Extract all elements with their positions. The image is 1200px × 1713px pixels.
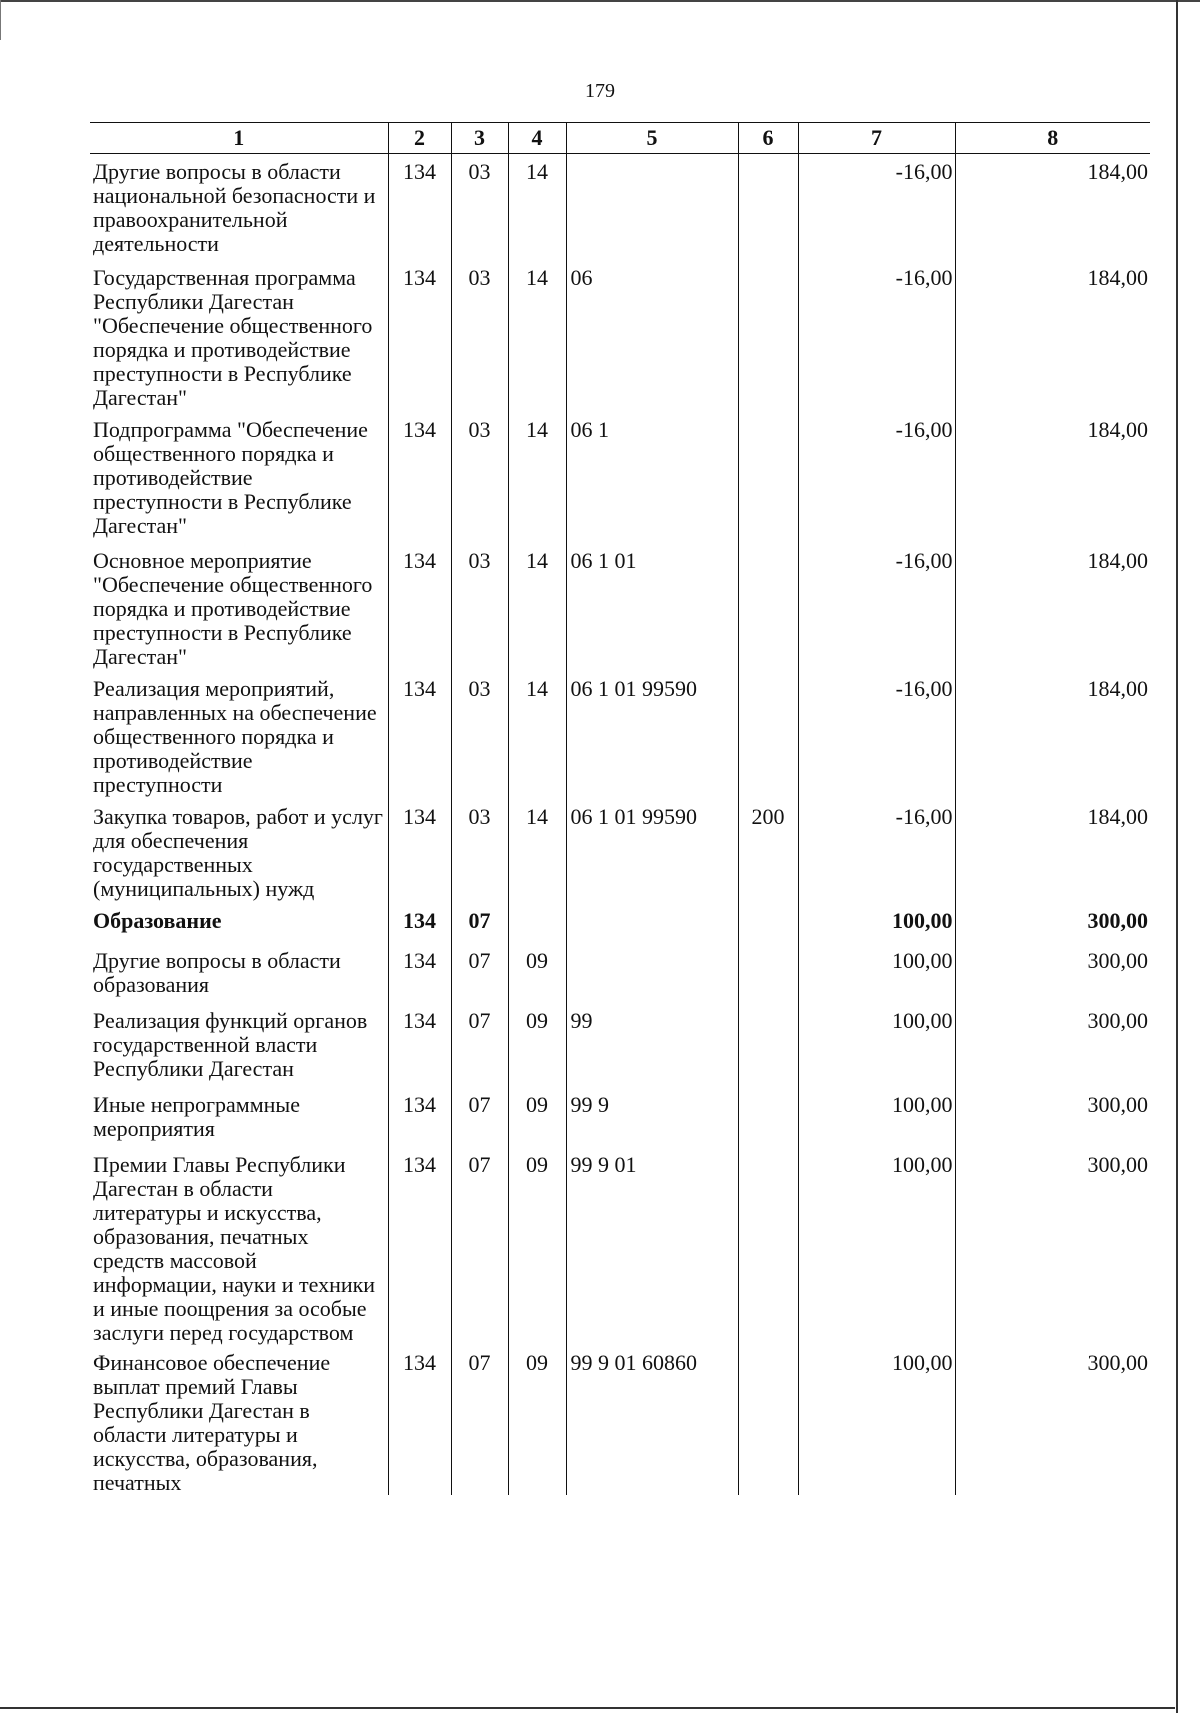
cell-text: 134 xyxy=(403,675,436,701)
cell-col-4 xyxy=(508,1147,566,1345)
cell-text: 07 xyxy=(468,1091,491,1117)
cell-text: 03 xyxy=(468,675,491,701)
cell-text xyxy=(571,943,738,949)
cell-col-5 xyxy=(566,671,738,799)
cell-col-5 xyxy=(566,260,738,412)
cell-text: 134 xyxy=(403,947,436,973)
cell-text: 184,00 xyxy=(1087,416,1148,442)
cell-col-2 xyxy=(388,543,451,671)
cell-text: 134 xyxy=(403,1349,436,1375)
cell-text: 14 xyxy=(526,675,548,701)
row-description xyxy=(90,1147,388,1345)
cell-text: Иные непрограммные мероприятия xyxy=(93,1091,300,1141)
cell-col-6 xyxy=(738,412,798,543)
cell-col-7 xyxy=(798,1147,955,1345)
cell-col-4 xyxy=(508,260,566,412)
cell-col-2 xyxy=(388,799,451,903)
cell-col-7 xyxy=(798,799,955,903)
cell-col-6 xyxy=(738,260,798,412)
cell-text: 300,00 xyxy=(1087,1007,1148,1033)
cell-text: 09 xyxy=(526,1091,548,1117)
cell-col-6 xyxy=(738,154,798,260)
cell-text: 300,00 xyxy=(1087,1091,1148,1117)
cell-col-3 xyxy=(451,1345,508,1495)
table-header-row xyxy=(90,123,1150,154)
row-description xyxy=(90,260,388,412)
cell-col-5 xyxy=(566,903,738,943)
cell-text: 134 xyxy=(403,547,436,573)
cell-text: 134 xyxy=(403,907,436,933)
cell-col-8 xyxy=(955,671,1150,799)
cell-text: 09 xyxy=(526,1349,548,1375)
cell-col-7 xyxy=(798,412,955,543)
cell-text: 300,00 xyxy=(1087,947,1148,973)
cell-col-8 xyxy=(955,154,1150,260)
cell-col-2 xyxy=(388,1345,451,1495)
cell-col-2 xyxy=(388,260,451,412)
row-description xyxy=(90,671,388,799)
cell-text: 100,00 xyxy=(892,1151,953,1177)
cell-col-5 xyxy=(566,1003,738,1087)
row-description xyxy=(90,1087,388,1147)
cell-col-3 xyxy=(451,412,508,543)
cell-col-2 xyxy=(388,1003,451,1087)
cell-text: 09 xyxy=(526,947,548,973)
cell-text: 134 xyxy=(403,1007,436,1033)
cell-col-7 xyxy=(798,903,955,943)
cell-text: Закупка товаров, работ и услуг для обеспечения государственных (муниципальных) нужд xyxy=(93,803,383,901)
cell-text: 07 xyxy=(468,1349,491,1375)
cell-text: 184,00 xyxy=(1087,803,1148,829)
cell-text xyxy=(739,154,798,160)
cell-col-7 xyxy=(798,1003,955,1087)
table-row xyxy=(90,1087,1150,1147)
cell-text: 99 9 01 xyxy=(570,1151,637,1177)
cell-text: 99 9 xyxy=(570,1091,609,1117)
cell-text xyxy=(739,671,798,677)
cell-col-7 xyxy=(798,543,955,671)
cell-text: 300,00 xyxy=(1087,907,1148,933)
cell-col-5 xyxy=(566,543,738,671)
cell-col-3 xyxy=(451,1147,508,1345)
cell-col-8 xyxy=(955,1003,1150,1087)
cell-text: 14 xyxy=(526,416,548,442)
cell-col-3 xyxy=(451,903,508,943)
cell-text: 03 xyxy=(468,547,491,573)
cell-text: 184,00 xyxy=(1087,675,1148,701)
cell-col-5 xyxy=(566,943,738,1003)
cell-text: 184,00 xyxy=(1087,547,1148,573)
cell-text: Другие вопросы в области образования xyxy=(93,947,341,997)
cell-col-8 xyxy=(955,260,1150,412)
cell-col-4 xyxy=(508,1003,566,1087)
cell-text: 07 xyxy=(468,907,491,933)
scan-edge-bottom xyxy=(0,1707,1175,1709)
cell-col-3 xyxy=(451,943,508,1003)
cell-text: 03 xyxy=(468,803,491,829)
table-row xyxy=(90,671,1150,799)
cell-text xyxy=(739,1147,798,1153)
table-row xyxy=(90,260,1150,412)
cell-col-6 xyxy=(738,543,798,671)
cell-col-3 xyxy=(451,799,508,903)
table-row xyxy=(90,1003,1150,1087)
cell-text: 134 xyxy=(403,803,436,829)
cell-col-7 xyxy=(798,943,955,1003)
cell-text: 134 xyxy=(403,1091,436,1117)
cell-text: 184,00 xyxy=(1087,159,1148,184)
cell-text: 03 xyxy=(468,159,491,184)
table-body xyxy=(90,154,1150,1495)
budget-table xyxy=(90,122,1150,1495)
table-row xyxy=(90,412,1150,543)
cell-col-8 xyxy=(955,799,1150,903)
cell-text: 99 xyxy=(570,1007,593,1033)
page-number: 179 xyxy=(585,80,615,102)
column-header: 4 xyxy=(508,123,566,154)
cell-col-8 xyxy=(955,1147,1150,1345)
row-description xyxy=(90,1003,388,1087)
column-header: 2 xyxy=(388,123,451,154)
cell-col-8 xyxy=(955,543,1150,671)
cell-text: -16,00 xyxy=(895,159,953,184)
cell-col-3 xyxy=(451,671,508,799)
cell-text: 300,00 xyxy=(1087,1349,1148,1375)
cell-col-7 xyxy=(798,1087,955,1147)
cell-text: 100,00 xyxy=(892,947,953,973)
cell-col-3 xyxy=(451,154,508,260)
column-header: 1 xyxy=(90,123,388,154)
cell-text: 06 xyxy=(570,264,593,290)
row-description xyxy=(90,903,388,943)
cell-text: 134 xyxy=(403,1151,436,1177)
cell-col-4 xyxy=(508,543,566,671)
cell-text: Образование xyxy=(93,907,222,933)
cell-text: 134 xyxy=(403,264,436,290)
cell-col-5 xyxy=(566,799,738,903)
cell-text: 06 1 01 xyxy=(570,547,637,573)
cell-text xyxy=(509,903,566,909)
cell-col-3 xyxy=(451,543,508,671)
table-row xyxy=(90,903,1150,943)
cell-text: 09 xyxy=(526,1007,548,1033)
cell-text: 14 xyxy=(526,264,548,290)
cell-col-5 xyxy=(566,1087,738,1147)
table-row xyxy=(90,154,1150,260)
row-description xyxy=(90,799,388,903)
cell-col-5 xyxy=(566,1345,738,1495)
cell-text: 14 xyxy=(526,159,548,184)
cell-text: 200 xyxy=(751,803,785,829)
cell-text: 14 xyxy=(526,803,548,829)
cell-text: Реализация функций органов государственной власти Республики Дагестан xyxy=(93,1007,368,1081)
cell-text: Другие вопросы в области национальной безопасности и правоохранительной деятельности xyxy=(93,159,376,256)
cell-col-8 xyxy=(955,1087,1150,1147)
cell-col-5 xyxy=(566,1147,738,1345)
row-description xyxy=(90,543,388,671)
cell-text: -16,00 xyxy=(895,675,953,701)
cell-text xyxy=(739,1345,798,1351)
scan-edge-left xyxy=(0,0,1,40)
cell-text: 184,00 xyxy=(1087,264,1148,290)
cell-col-4 xyxy=(508,903,566,943)
cell-text: Финансовое обеспечение выплат премий Главы Республики Дагестан в области литературы и искусства, образования, печатных xyxy=(93,1349,331,1495)
table-row xyxy=(90,799,1150,903)
cell-col-2 xyxy=(388,1087,451,1147)
cell-text xyxy=(739,943,798,949)
cell-text: -16,00 xyxy=(895,416,953,442)
column-header: 5 xyxy=(566,123,738,154)
cell-col-4 xyxy=(508,412,566,543)
cell-text: 14 xyxy=(526,547,548,573)
cell-col-4 xyxy=(508,671,566,799)
cell-col-3 xyxy=(451,1087,508,1147)
cell-text: 99 9 01 60860 xyxy=(570,1349,697,1375)
cell-text: 134 xyxy=(403,416,436,442)
cell-col-5 xyxy=(566,412,738,543)
cell-text: 300,00 xyxy=(1087,1151,1148,1177)
scan-edge-top xyxy=(0,0,1200,2)
column-header: 8 xyxy=(955,123,1150,154)
cell-col-2 xyxy=(388,903,451,943)
cell-text: Реализация мероприятий, направленных на обеспечение общественного порядка и противодействие преступности xyxy=(93,675,377,797)
cell-text xyxy=(571,154,738,160)
cell-col-8 xyxy=(955,903,1150,943)
cell-text: -16,00 xyxy=(895,803,953,829)
cell-col-2 xyxy=(388,943,451,1003)
cell-col-4 xyxy=(508,154,566,260)
table-row xyxy=(90,1345,1150,1495)
cell-col-6 xyxy=(738,1087,798,1147)
cell-text: 100,00 xyxy=(892,1007,953,1033)
cell-text: 09 xyxy=(526,1151,548,1177)
cell-text: 03 xyxy=(468,416,491,442)
cell-col-5 xyxy=(566,154,738,260)
cell-col-2 xyxy=(388,1147,451,1345)
row-description xyxy=(90,1345,388,1495)
cell-col-2 xyxy=(388,154,451,260)
scan-edge-right xyxy=(1176,0,1178,1713)
cell-text: 06 1 01 99590 xyxy=(570,675,697,701)
column-header: 3 xyxy=(451,123,508,154)
cell-text: 03 xyxy=(468,264,491,290)
cell-col-6 xyxy=(738,903,798,943)
cell-col-6 xyxy=(738,1147,798,1345)
cell-text: 07 xyxy=(468,1007,491,1033)
column-header: 7 xyxy=(798,123,955,154)
table-row xyxy=(90,543,1150,671)
cell-col-7 xyxy=(798,671,955,799)
cell-text: 07 xyxy=(468,947,491,973)
cell-col-6 xyxy=(738,671,798,799)
cell-text: -16,00 xyxy=(895,264,953,290)
cell-text xyxy=(739,1003,798,1009)
cell-col-6 xyxy=(738,799,798,903)
cell-col-6 xyxy=(738,1345,798,1495)
cell-text xyxy=(739,412,798,418)
cell-col-3 xyxy=(451,1003,508,1087)
table-row xyxy=(90,1147,1150,1345)
cell-text xyxy=(571,903,738,909)
cell-col-7 xyxy=(798,1345,955,1495)
cell-col-4 xyxy=(508,943,566,1003)
table-row xyxy=(90,943,1150,1003)
row-description xyxy=(90,412,388,543)
cell-col-4 xyxy=(508,799,566,903)
cell-col-2 xyxy=(388,671,451,799)
cell-text: Государственная программа Республики Дагестан "Обеспечение общественного порядка и противодействие преступности в Республике Дагестан" xyxy=(93,264,373,410)
cell-col-6 xyxy=(738,943,798,1003)
cell-col-8 xyxy=(955,943,1150,1003)
cell-text: 07 xyxy=(468,1151,491,1177)
cell-text: 06 1 01 99590 xyxy=(570,803,697,829)
cell-col-8 xyxy=(955,1345,1150,1495)
cell-text: Подпрограмма "Обеспечение общественного порядка и противодействие преступности в Республике Дагестан" xyxy=(93,416,368,538)
cell-col-3 xyxy=(451,260,508,412)
cell-text: Премии Главы Республики Дагестан в области литературы и искусства, образования, печатных средств массовой информации, науки и техники и иные поощрения за особые заслуги перед государством xyxy=(93,1151,376,1345)
cell-text xyxy=(739,543,798,549)
cell-col-7 xyxy=(798,260,955,412)
column-header: 6 xyxy=(738,123,798,154)
cell-text: -16,00 xyxy=(895,547,953,573)
cell-col-4 xyxy=(508,1345,566,1495)
cell-text xyxy=(739,260,798,266)
cell-text: 100,00 xyxy=(892,907,953,933)
cell-col-2 xyxy=(388,412,451,543)
cell-text: 134 xyxy=(403,159,436,184)
row-description xyxy=(90,154,388,260)
cell-text: 100,00 xyxy=(892,1349,953,1375)
cell-col-7 xyxy=(798,154,955,260)
cell-text: Основное мероприятие "Обеспечение общественного порядка и противодействие преступности в Республике Дагестан" xyxy=(93,547,373,669)
cell-col-4 xyxy=(508,1087,566,1147)
cell-text: 06 1 xyxy=(570,416,609,442)
cell-text xyxy=(739,903,798,909)
cell-col-6 xyxy=(738,1003,798,1087)
row-description xyxy=(90,943,388,1003)
cell-text: 100,00 xyxy=(892,1091,953,1117)
cell-text xyxy=(739,1087,798,1093)
cell-col-8 xyxy=(955,412,1150,543)
